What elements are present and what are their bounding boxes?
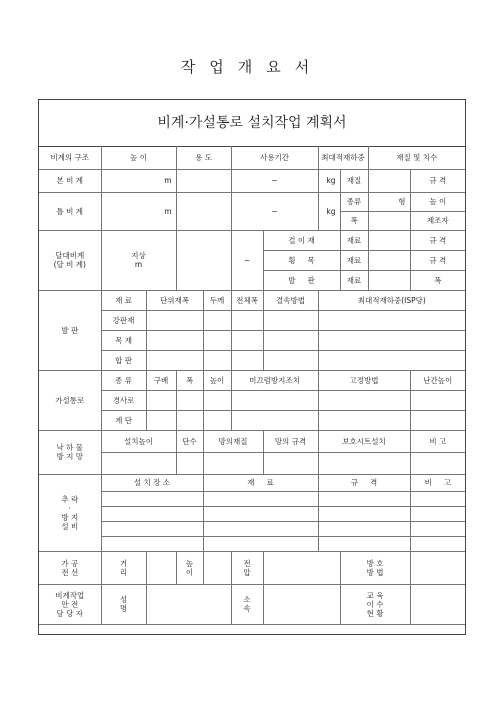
fall-prevention-cell[interactable] [203,536,318,551]
passage-col-slope: 구배 [146,370,176,390]
hanging-scaffold-row-1 [39,230,465,250]
power-line-voltage-cell[interactable] [263,551,340,584]
hanging-item-label: 걸 이 재 [263,230,340,250]
frame-scaffold-width-label: 폭 [340,211,368,230]
fall-prevention-cell[interactable] [318,536,410,551]
passage-label: 가설통로 [39,370,101,430]
fall-net-col-stages: 단수 [176,430,203,452]
manager-name-cell[interactable] [146,584,231,624]
passage-cell[interactable] [146,390,176,410]
fall-prevention-col-spec: 규 격 [318,474,410,491]
fall-prevention-cell[interactable] [101,521,203,536]
passage-cell[interactable] [231,410,318,430]
hanging-material-cell[interactable] [368,250,410,270]
form-title: 비계·가설통로 설치작업 계획서 [39,100,465,147]
fall-prevention-col-remarks: 비 고 [410,474,465,491]
footboard-row-label: 목 재 [101,330,146,350]
fall-prevention-cell[interactable] [101,491,203,506]
footboard-col-binding: 결속방법 [263,290,318,310]
main-scaffold-material-cell[interactable] [368,169,410,192]
power-line-distance-cell[interactable] [146,551,176,584]
footboard-row-label: 강판재 [101,310,146,330]
frame-scaffold-maker-label: 제조자 [410,211,465,230]
footboard-col-thickness: 두께 [203,290,231,310]
passage-cell[interactable] [318,410,410,430]
manager-row [39,584,465,624]
fall-prevention-cell[interactable] [410,521,465,536]
hanging-scaffold-label: 달대비계 (달 비 계) [39,230,101,290]
footboard-cell[interactable] [318,310,465,330]
power-line-protection-cell[interactable] [410,551,465,584]
hanging-scaffold-height-cell[interactable]: 지상 m [101,230,176,290]
fall-net-header-row [39,430,465,452]
fall-prevention-cell[interactable] [410,536,465,551]
passage-cell[interactable] [146,410,176,430]
power-line-height-label: 높 이 [176,551,203,584]
footboard-cell[interactable] [203,350,231,370]
frame-scaffold-row [39,192,465,211]
passage-col-height: 높이 [203,370,231,390]
fall-net-cell[interactable] [203,452,263,474]
header-period: 사용기간 [231,146,318,169]
frame-scaffold-label: 틀 비 계 [39,192,101,230]
footboard-cell[interactable] [231,310,263,330]
footboard-cell[interactable] [146,310,203,330]
power-line-row [39,551,465,584]
frame-scaffold-type-cell[interactable]: 형 [368,192,410,211]
footboard-col-max-load: 최대적재하중(ISP당) [318,290,465,310]
frame-scaffold-type-label: 종류 [340,192,368,211]
passage-row [39,410,465,430]
power-line-distance-label: 거 리 [101,551,146,584]
power-line-height-cell[interactable] [203,551,231,584]
fall-prevention-col-location: 설 치 장 소 [101,474,203,491]
footboard-label: 발 판 [39,290,101,370]
hanging-scaffold-use-cell[interactable] [176,230,231,290]
footboard-cell[interactable] [318,330,465,350]
power-line-voltage-label: 전 압 [231,551,263,584]
passage-cell[interactable] [203,410,231,430]
hanging-scaffold-period-cell[interactable]: ~ [231,230,263,290]
manager-affiliation-label: 소 속 [231,584,263,624]
passage-cell[interactable] [203,390,231,410]
passage-col-width: 폭 [176,370,203,390]
footboard-row [39,330,465,350]
passage-cell[interactable] [410,410,465,430]
footboard-cell[interactable] [231,330,263,350]
frame-scaffold-height-label: 높 이 [410,192,465,211]
passage-col-rail-height: 난간높이 [410,370,465,390]
fall-prevention-cell[interactable] [203,506,318,521]
fall-net-col-net-spec: 망의 규격 [263,430,318,452]
fall-net-label: 낙 하 물 방 지 망 [39,430,101,474]
fall-prevention-cell[interactable] [203,521,318,536]
manager-affiliation-cell[interactable] [263,584,340,624]
main-scaffold-label: 본 비 계 [39,169,101,192]
fall-prevention-row [39,536,465,551]
hanging-spec-label: 규 격 [410,230,465,250]
hanging-material-label: 재료 [340,250,368,270]
passage-row [39,390,465,410]
header-max-load: 최대적재하중 [318,146,368,169]
fall-net-col-remarks: 비 고 [410,430,465,452]
fall-net-col-net-material: 망의재질 [203,430,263,452]
footboard-cell[interactable] [203,310,231,330]
hanging-item-label: 발 판 [263,270,340,290]
fall-prevention-cell[interactable] [101,506,203,521]
hanging-material-label: 재료 [340,230,368,250]
frame-scaffold-use-cell[interactable] [176,192,231,230]
plan-table [39,146,465,625]
hanging-spec-label: 규 격 [410,250,465,270]
passage-cell[interactable] [318,390,410,410]
main-scaffold-period-cell[interactable]: ~ [231,169,318,192]
power-line-label: 가 공 전 선 [39,551,101,584]
header-row [39,146,465,169]
footboard-row [39,350,465,370]
passage-header-row [39,370,465,390]
manager-education-cell[interactable] [410,584,465,624]
passage-row-label: 경사로 [101,390,146,410]
frame-scaffold-period-cell[interactable]: ~ [231,192,318,230]
fall-net-row [39,452,465,474]
passage-row-label: 계 단 [101,410,146,430]
manager-education-label: 교 육 이 수 현 황 [340,584,410,624]
hanging-material-cell[interactable] [368,230,410,250]
fall-net-cell[interactable] [176,452,203,474]
manager-label: 비계작업 안 전 담 당 자 [39,584,101,624]
footboard-col-unit-width: 단위재폭 [146,290,203,310]
fall-prevention-cell[interactable] [318,521,410,536]
passage-cell[interactable] [410,390,465,410]
hanging-material-label: 재료 [340,270,368,290]
footboard-cell[interactable] [263,330,318,350]
fall-prevention-row [39,521,465,536]
fall-prevention-row [39,506,465,521]
hanging-spec-label: 폭 [410,270,465,290]
footboard-cell[interactable] [203,330,231,350]
passage-col-fixing: 고정방법 [318,370,410,390]
frame-scaffold-load-cell[interactable]: kg [318,192,340,230]
main-scaffold-row [39,169,465,192]
frame-scaffold-width-cell[interactable] [368,211,410,230]
fall-net-cell[interactable] [318,452,410,474]
footboard-cell[interactable] [318,350,465,370]
passage-cell[interactable] [231,390,318,410]
fall-prevention-row [39,491,465,506]
fall-net-cell[interactable] [101,452,176,474]
fall-prevention-cell[interactable] [318,506,410,521]
main-scaffold-use-cell[interactable] [176,169,231,192]
fall-prevention-cell[interactable] [101,536,203,551]
main-scaffold-material-label: 재질 [340,169,368,192]
hanging-material-cell[interactable] [368,270,410,290]
header-material-size: 재질 및 치수 [368,146,465,169]
fall-prevention-col-material: 재 료 [203,474,318,491]
fall-prevention-label: 추 락 · 방 지 설 비 [39,474,101,551]
main-scaffold-load-cell[interactable]: kg [318,169,340,192]
fall-prevention-cell[interactable] [318,491,410,506]
fall-prevention-cell[interactable] [410,506,465,521]
hanging-item-label: 횡 목 [263,250,340,270]
footboard-col-total-width: 전체폭 [231,290,263,310]
footboard-header-row [39,290,465,310]
manager-name-label: 성 명 [101,584,146,624]
footboard-cell[interactable] [231,350,263,370]
footboard-cell[interactable] [146,350,203,370]
fall-prevention-cell[interactable] [203,491,318,506]
header-structure: 비계의 구조 [39,146,101,169]
main-scaffold-height-cell[interactable]: m [101,169,176,192]
footboard-col-material: 재 료 [101,290,146,310]
fall-net-col-install-height: 설치높이 [101,430,176,452]
frame-scaffold-height-cell[interactable]: m [101,192,176,230]
fall-prevention-cell[interactable] [410,491,465,506]
footboard-cell[interactable] [263,310,318,330]
footboard-row [39,310,465,330]
document-title: 작업개요서 [180,58,324,76]
passage-col-anti-slip: 미끄럼방지조치 [231,370,318,390]
header-height: 높 이 [101,146,176,169]
fall-prevention-header-row [39,474,465,491]
power-line-protection-label: 방 호 방 법 [340,551,410,584]
fall-net-cell[interactable] [410,452,465,474]
passage-cell[interactable] [176,390,203,410]
footboard-cell[interactable] [263,350,318,370]
footboard-cell[interactable] [146,330,203,350]
main-scaffold-spec-label: 규 격 [410,169,465,192]
passage-col-type: 종 류 [101,370,146,390]
fall-net-col-sheet: 보호시트설치 [318,430,410,452]
passage-cell[interactable] [176,410,203,430]
header-use: 용 도 [176,146,231,169]
plan-form [38,99,466,635]
footboard-row-label: 합 판 [101,350,146,370]
fall-net-cell[interactable] [263,452,318,474]
